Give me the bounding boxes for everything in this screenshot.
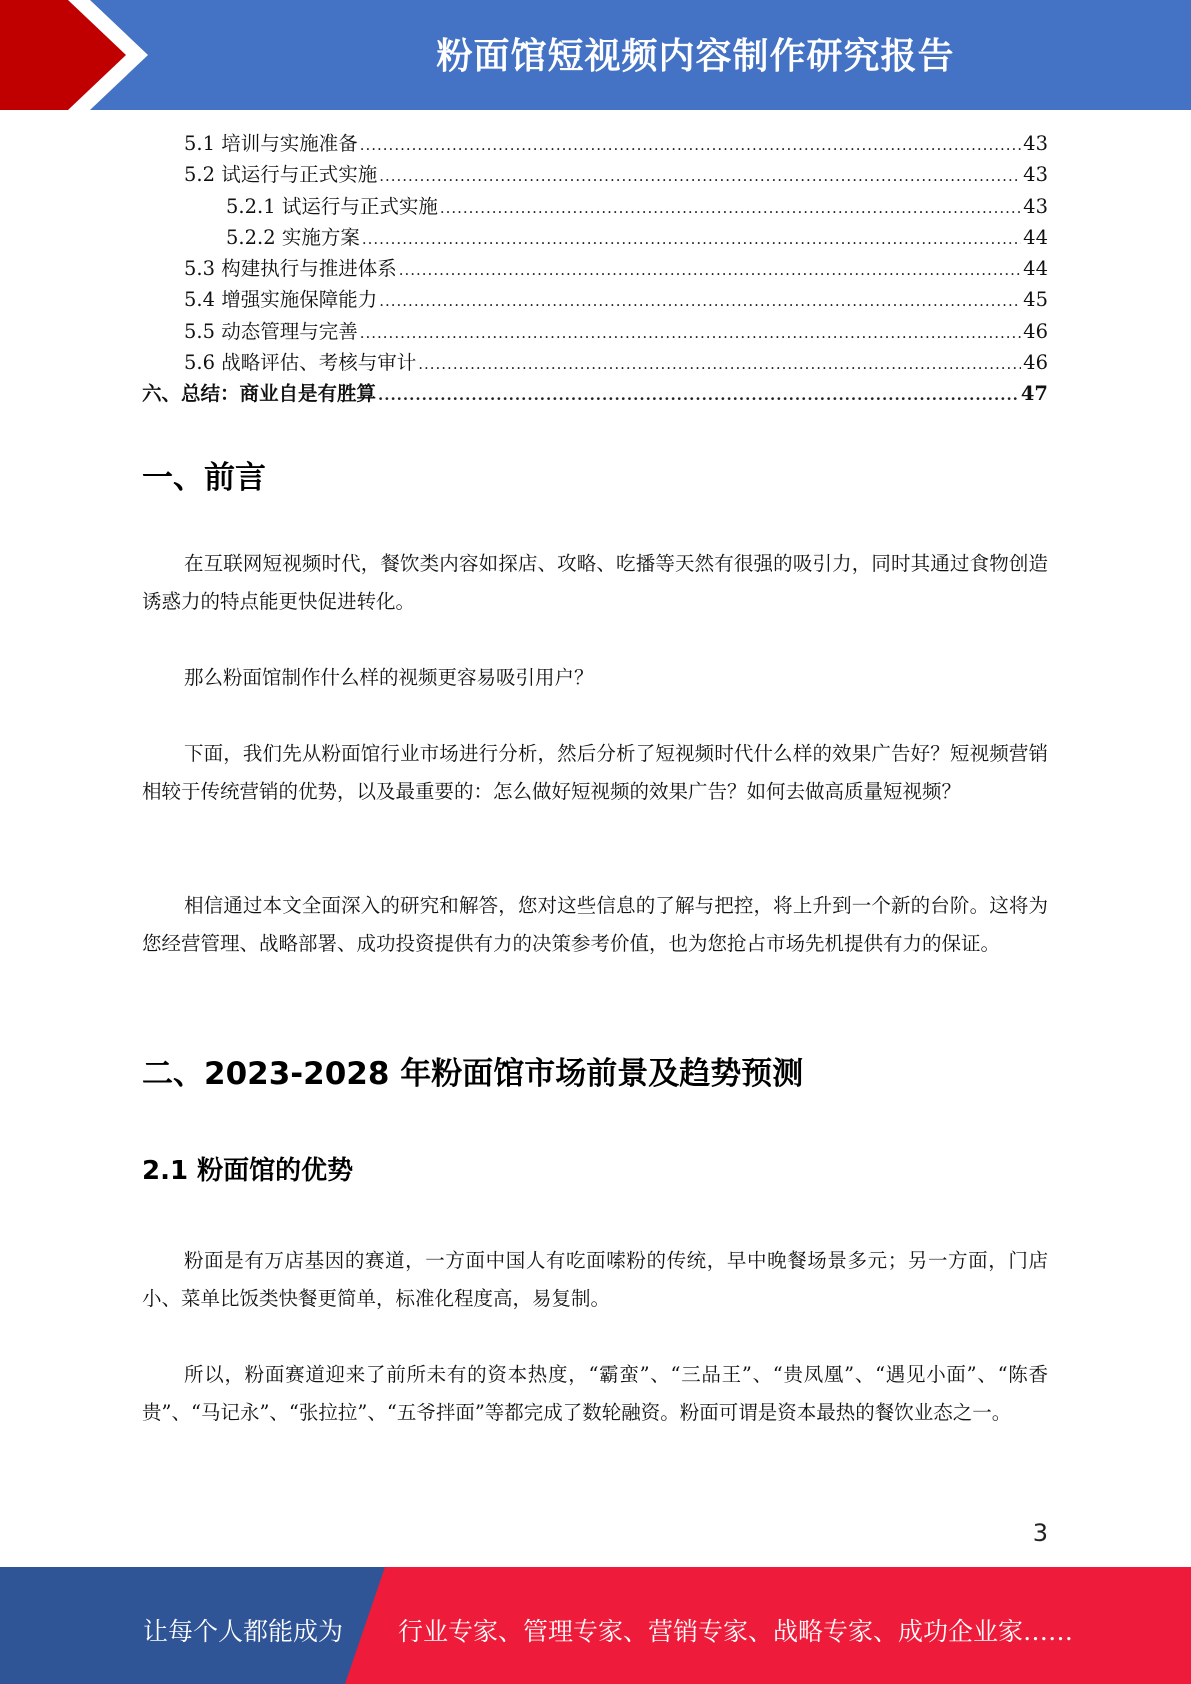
toc-dot-leader (378, 386, 1019, 404)
toc-dot-leader (399, 261, 1021, 279)
toc-entry-label: 5.2.2 实施方案 (226, 225, 360, 249)
preface-paragraph-1: 在互联网短视频时代，餐饮类内容如探店、攻略、吃播等天然有很强的吸引力，同时其通过食物创造诱惑力的特点能更快促进转化。 (142, 552, 1048, 613)
header-chevron-decoration (0, 0, 160, 110)
toc-entry-page: 43 (1023, 163, 1048, 187)
toc-entry-label: 5.4 增强实施保障能力 (184, 288, 378, 312)
toc-entry[interactable] (142, 378, 1048, 409)
toc-dot-leader (379, 167, 1021, 185)
toc-entry-page: 43 (1023, 194, 1048, 218)
toc-entry-label: 5.2.1 试运行与正式实施 (226, 194, 438, 218)
toc-dot-leader (440, 199, 1021, 217)
subsection-heading-advantages: 2.1 粉面馆的优势 (142, 1156, 354, 1186)
toc-entry[interactable] (142, 347, 1048, 378)
toc-dot-leader (418, 355, 1021, 373)
toc-entry-page: 44 (1023, 225, 1048, 249)
preface-paragraph-2: 那么粉面馆制作什么样的视频更容易吸引用户？ (184, 666, 594, 689)
toc-entry[interactable] (142, 222, 1048, 253)
section-heading-market-outlook: 二、2023-2028 年粉面馆市场前景及趋势预测 (142, 1056, 804, 1092)
toc-entry-label: 5.3 构建执行与推进体系 (184, 257, 397, 281)
header-banner (0, 0, 1191, 110)
toc-entry-label: 5.6 战略评估、考核与审计 (184, 351, 417, 375)
toc-entry-label: 5.5 动态管理与完善 (184, 319, 358, 343)
toc-dot-leader (360, 136, 1021, 154)
toc-entry[interactable] (142, 316, 1048, 347)
advantages-paragraph-1: 粉面是有万店基因的赛道，一方面中国人有吃面嗦粉的传统，早中晚餐场景多元；另一方面，门店小、菜单比饭类快餐更简单，标准化程度高，易复制。 (142, 1249, 1048, 1310)
table-of-contents (142, 128, 1048, 410)
toc-entry[interactable] (142, 128, 1048, 159)
toc-entry[interactable] (142, 191, 1048, 222)
preface-paragraph-4: 相信通过本文全面深入的研究和解答，您对这些信息的了解与把控，将上升到一个新的台阶。这将为您经营管理、战略部署、成功投资提供有力的决策参考价值，也为您抢占市场先机提供有力的保证。 (142, 894, 1048, 955)
toc-entry-page: 45 (1023, 288, 1048, 312)
advantages-paragraph-2: 所以，粉面赛道迎来了前所未有的资本热度，“霸蛮”、“三品王”、“贵凤凰”、“遇见小面”、“陈香贵”、“马记永”、“张拉拉”、“五爷拌面”等都完成了数轮融资。粉面可谓是资本最热的餐饮业态之一。 (142, 1363, 1048, 1424)
preface-paragraph-3: 下面，我们先从粉面馆行业市场进行分析，然后分析了短视频时代什么样的效果广告好？短视频营销相较于传统营销的优势，以及最重要的：怎么做好短视频的效果广告？如何去做高质量短视频？ (142, 742, 1048, 803)
toc-entry-page: 46 (1023, 351, 1048, 375)
toc-dot-leader (379, 292, 1021, 310)
toc-entry-page: 46 (1023, 319, 1048, 343)
toc-entry[interactable] (142, 284, 1048, 315)
report-title: 粉面馆短视频内容制作研究报告 (436, 36, 955, 77)
section-heading-preface: 一、前言 (142, 460, 266, 496)
footer-banner (0, 1567, 1191, 1684)
toc-dot-leader (360, 324, 1021, 342)
toc-entry-page: 44 (1023, 257, 1048, 281)
toc-entry-page: 43 (1023, 132, 1048, 155)
toc-entry-label: 六、总结：商业自是有胜算 (142, 382, 377, 406)
page-number: 3 (1032, 1519, 1048, 1547)
toc-entry-label: 5.2 试运行与正式实施 (184, 163, 378, 187)
toc-entry[interactable] (142, 253, 1048, 284)
toc-entry-label: 5.1 培训与实施准备 (184, 132, 358, 155)
toc-entry[interactable] (142, 159, 1048, 190)
footer-slogan-left: 让每个人都能成为 (143, 1617, 344, 1646)
toc-dot-leader (362, 230, 1021, 248)
toc-entry-page: 47 (1020, 382, 1048, 406)
footer-slogan-right: 行业专家、管理专家、营销专家、战略专家、成功企业家…… (398, 1617, 1074, 1646)
